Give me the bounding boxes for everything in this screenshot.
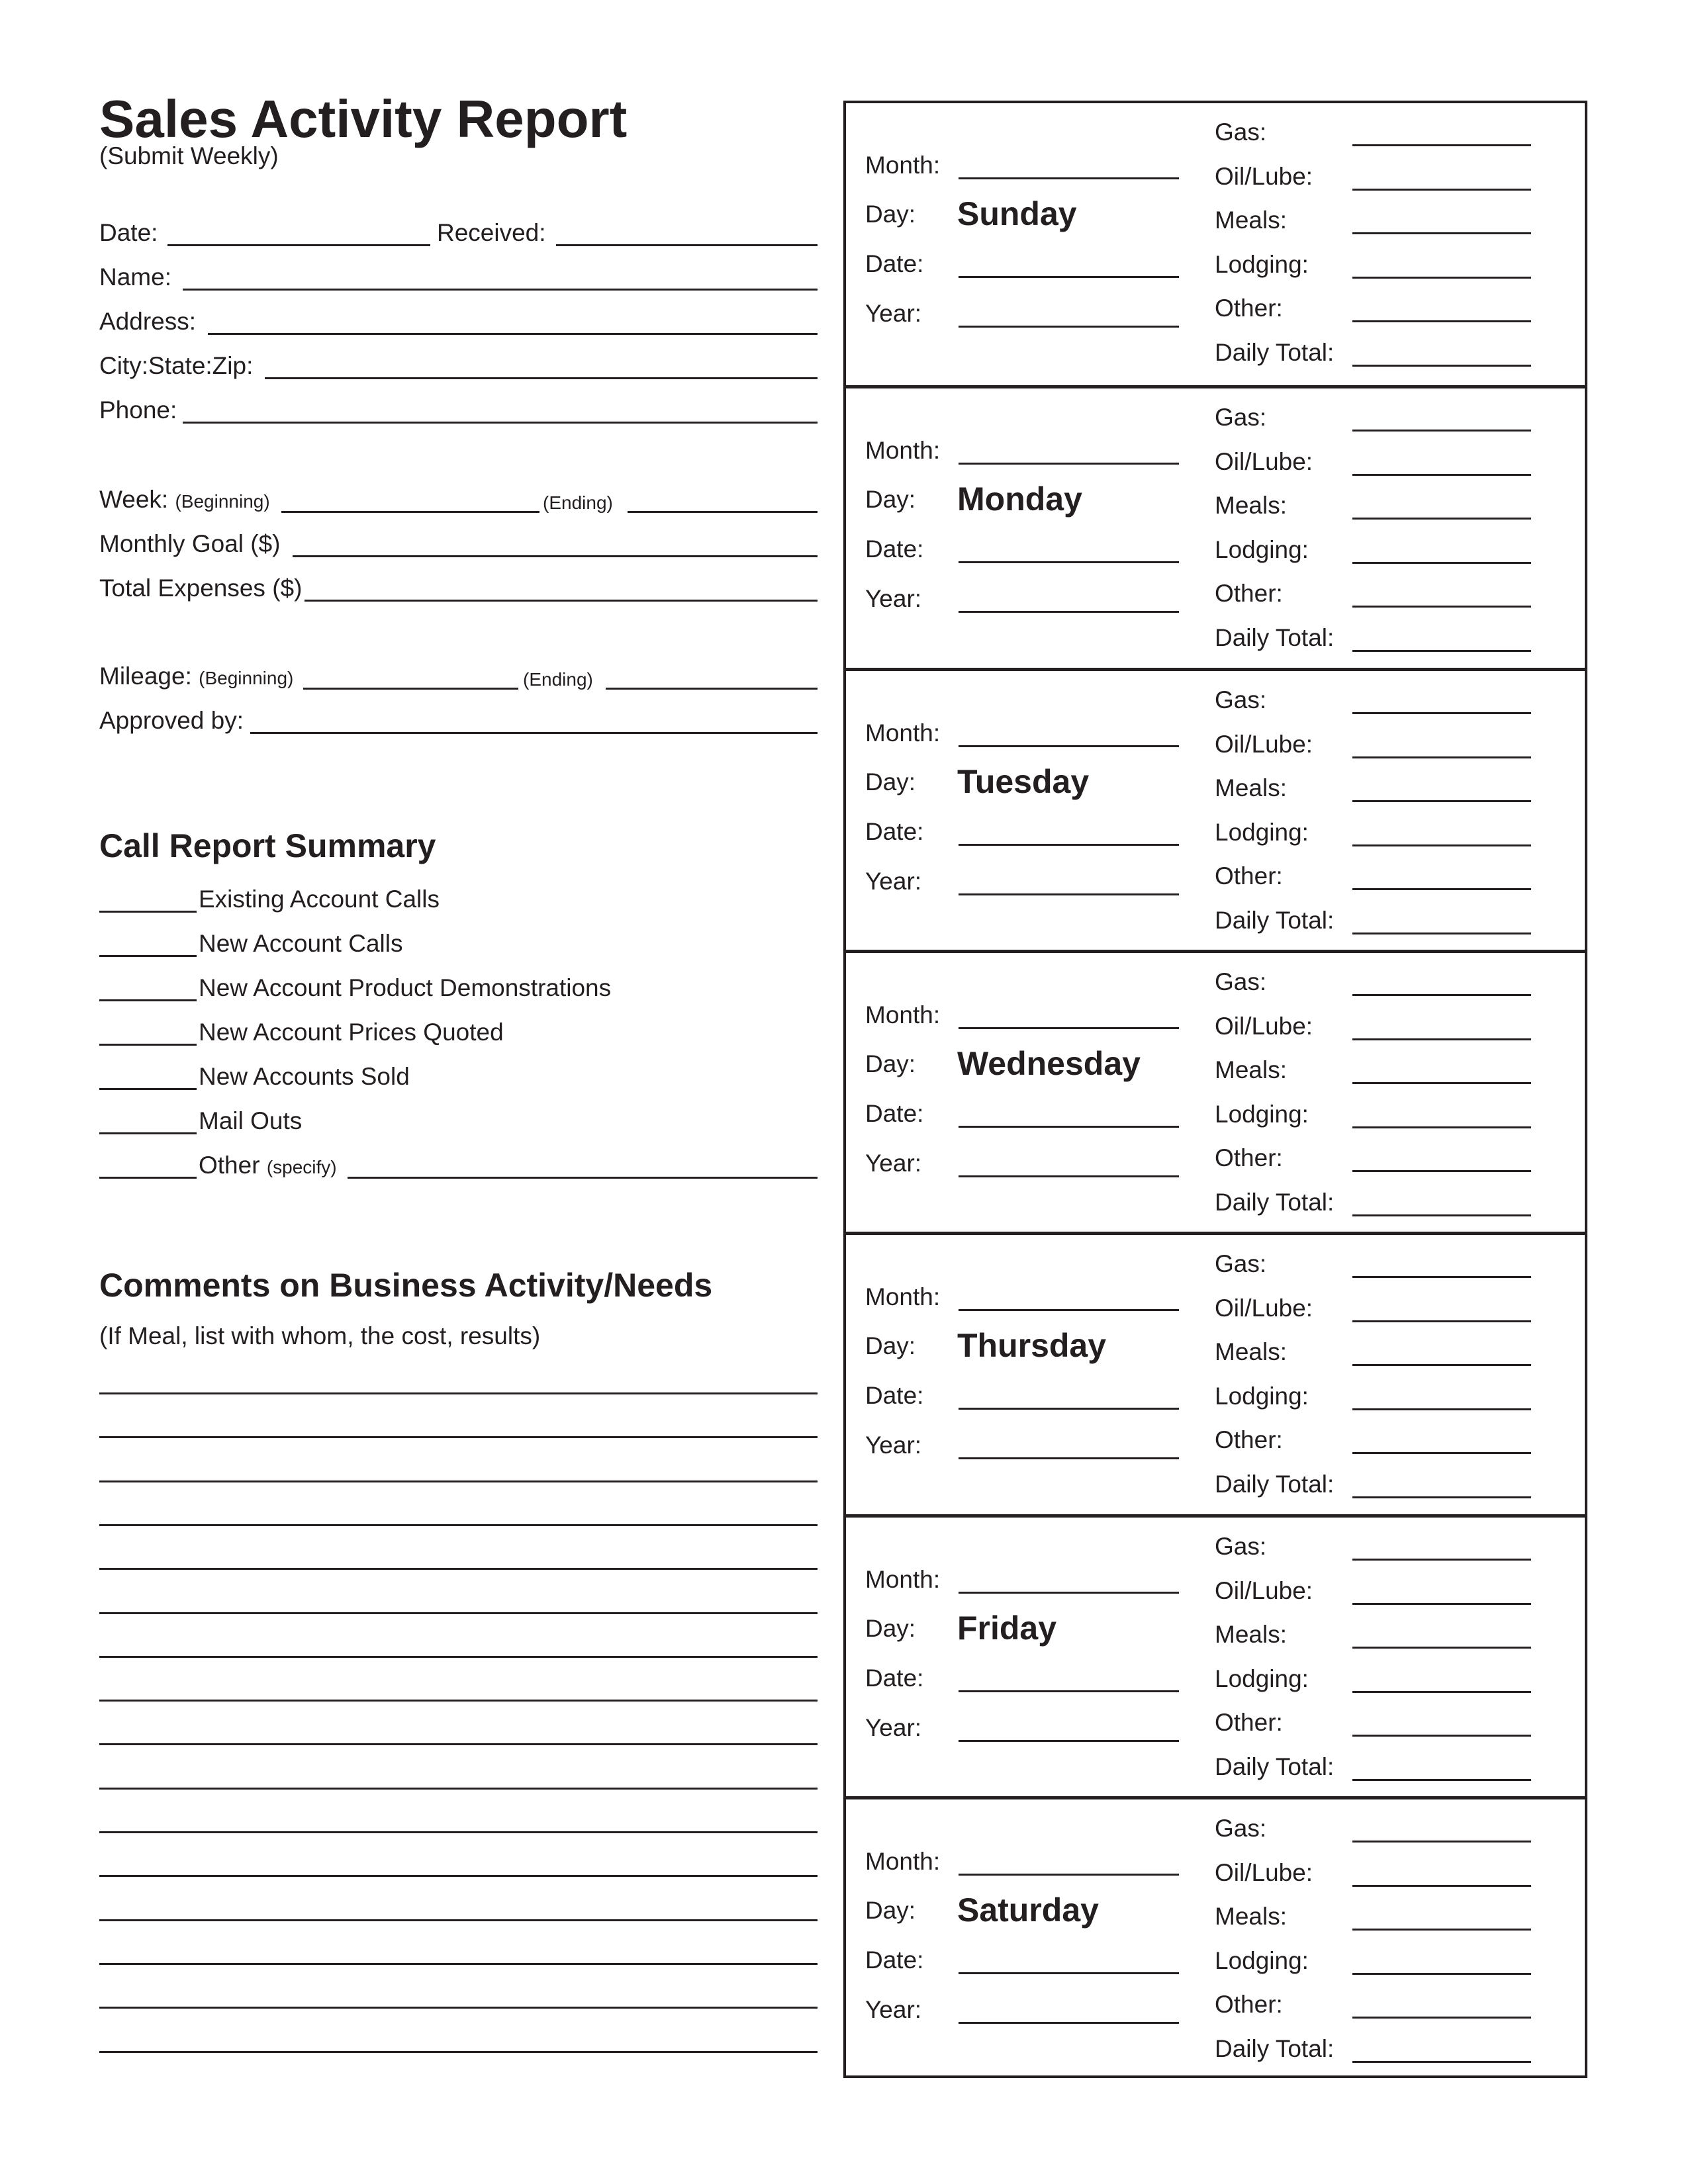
day-section-thursday [846, 1232, 1585, 1514]
day-section-wednesday [846, 950, 1585, 1232]
call-count-field[interactable] [99, 1177, 197, 1179]
comment-line[interactable] [99, 1656, 818, 1658]
lodging-label: Lodging: [1215, 1665, 1309, 1692]
gas-field[interactable] [1352, 1559, 1531, 1561]
meals-field[interactable] [1352, 1364, 1531, 1366]
city-state-zip-label: City:State:Zip: [99, 352, 254, 379]
lodging-field[interactable] [1352, 1126, 1531, 1128]
total-expenses-label: Total Expenses ($) [99, 574, 303, 602]
month-label: Month: [865, 1566, 941, 1593]
oil-lube-field[interactable] [1352, 474, 1531, 476]
meals-label: Meals: [1215, 206, 1287, 234]
month-field[interactable] [959, 1874, 1179, 1876]
call-type-label: New Accounts Sold [199, 1063, 410, 1090]
oil-lube-label: Oil/Lube: [1215, 448, 1313, 475]
month-field[interactable] [959, 463, 1179, 465]
date-field[interactable] [959, 276, 1179, 278]
daily-expense-panel [843, 101, 1587, 2078]
other-field[interactable] [1352, 606, 1531, 608]
gas-field[interactable] [1352, 994, 1531, 996]
date-label: Date: [865, 250, 924, 277]
call-count-field[interactable] [99, 955, 197, 957]
approved-by-label: Approved by: [99, 707, 244, 734]
gas-field[interactable] [1352, 1841, 1531, 1843]
call-report-summary-heading: Call Report Summary [99, 827, 436, 864]
mileage-ending-field[interactable] [606, 688, 818, 690]
daily-total-field[interactable] [1352, 1496, 1531, 1498]
date-field[interactable] [959, 1972, 1179, 1974]
day-name: Sunday [957, 195, 1077, 232]
call-count-field[interactable] [99, 911, 197, 913]
date-label: Date: [865, 818, 924, 845]
other-field[interactable] [1352, 888, 1531, 890]
gas-label: Gas: [1215, 404, 1267, 431]
address-label: Address: [99, 308, 197, 335]
day-label: Day: [865, 486, 916, 513]
other-label: Other: [1215, 295, 1283, 322]
day-name: Wednesday [957, 1045, 1141, 1082]
gas-label: Gas: [1215, 1815, 1267, 1842]
meals-field[interactable] [1352, 1929, 1531, 1931]
month-field[interactable] [959, 1027, 1179, 1029]
call-count-field[interactable] [99, 1132, 197, 1134]
date-field[interactable] [959, 1408, 1179, 1410]
call-type-text: Other [199, 1152, 260, 1179]
week-ending-label: (Ending) [543, 492, 613, 513]
mileage-label [99, 662, 293, 693]
week-beginning-field[interactable] [281, 511, 539, 513]
daily-total-field[interactable] [1352, 650, 1531, 652]
comment-line[interactable] [99, 2007, 818, 2009]
page-title: Sales Activity Report [99, 89, 628, 148]
other-field[interactable] [1352, 2017, 1531, 2019]
call-count-field[interactable] [99, 1044, 197, 1046]
lodging-field[interactable] [1352, 1691, 1531, 1693]
year-field[interactable] [959, 611, 1179, 613]
date-field[interactable] [959, 1126, 1179, 1128]
gas-label: Gas: [1215, 118, 1267, 146]
meals-field[interactable] [1352, 1647, 1531, 1649]
lodging-field[interactable] [1352, 1408, 1531, 1410]
date-field[interactable] [959, 1690, 1179, 1692]
lodging-label: Lodging: [1215, 819, 1309, 846]
month-label: Month: [865, 1001, 941, 1028]
daily-total-label: Daily Total: [1215, 1471, 1335, 1498]
gas-field[interactable] [1352, 712, 1531, 714]
meals-field[interactable] [1352, 1082, 1531, 1084]
meals-label: Meals: [1215, 1056, 1287, 1083]
other-label: Other: [1215, 1426, 1283, 1453]
daily-total-field[interactable] [1352, 1779, 1531, 1781]
other-label: Other: [1215, 580, 1283, 607]
year-label: Year: [865, 1150, 922, 1177]
other-label: Other: [1215, 862, 1283, 889]
month-field[interactable] [959, 1592, 1179, 1594]
meals-field[interactable] [1352, 518, 1531, 520]
day-label: Day: [865, 768, 916, 796]
daily-total-label: Daily Total: [1215, 1753, 1335, 1780]
month-label: Month: [865, 1848, 941, 1875]
call-type-label: Existing Account Calls [199, 886, 440, 913]
comment-line[interactable] [99, 1831, 818, 1833]
daily-total-label: Daily Total: [1215, 339, 1335, 366]
name-field[interactable] [183, 289, 818, 291]
comments-heading: Comments on Business Activity/Needs [99, 1267, 713, 1304]
month-label: Month: [865, 152, 941, 179]
month-field[interactable] [959, 177, 1179, 179]
daily-total-field[interactable] [1352, 2061, 1531, 2063]
date-label: Date: [99, 219, 158, 246]
day-name: Monday [957, 480, 1082, 518]
year-field[interactable] [959, 326, 1179, 328]
meals-label: Meals: [1215, 1338, 1287, 1365]
oil-lube-label: Oil/Lube: [1215, 1859, 1313, 1886]
day-name: Saturday [957, 1891, 1099, 1929]
mileage-ending-label: (Ending) [523, 669, 593, 690]
date-field[interactable] [167, 244, 430, 246]
year-label: Year: [865, 300, 922, 327]
day-section-saturday [846, 1796, 1585, 2078]
day-label: Day: [865, 1897, 916, 1924]
year-label: Year: [865, 1714, 922, 1741]
call-type-label [199, 1151, 337, 1182]
received-field[interactable] [556, 244, 818, 246]
other-specify-field[interactable] [348, 1177, 818, 1179]
daily-total-label: Daily Total: [1215, 907, 1335, 934]
year-label: Year: [865, 585, 922, 612]
oil-lube-field[interactable] [1352, 756, 1531, 758]
year-label: Year: [865, 1432, 922, 1459]
day-label: Day: [865, 1332, 916, 1359]
meals-label: Meals: [1215, 774, 1287, 801]
meals-label: Meals: [1215, 1621, 1287, 1648]
meals-field[interactable] [1352, 232, 1531, 234]
oil-lube-field[interactable] [1352, 189, 1531, 191]
day-section-tuesday [846, 668, 1585, 950]
mileage-beginning-field[interactable] [303, 688, 518, 690]
oil-lube-label: Oil/Lube: [1215, 163, 1313, 190]
comments-note: (If Meal, list with whom, the cost, results) [99, 1322, 541, 1349]
specify-label: (specify) [266, 1157, 337, 1177]
comment-line[interactable] [99, 1963, 818, 1965]
other-label: Other: [1215, 1991, 1283, 2018]
comment-line[interactable] [99, 1700, 818, 1702]
week-text: Week: [99, 486, 169, 513]
comment-line[interactable] [99, 1392, 818, 1394]
day-section-sunday [846, 103, 1585, 385]
comment-line[interactable] [99, 1788, 818, 1790]
other-field[interactable] [1352, 1735, 1531, 1737]
date-label: Date: [865, 1382, 924, 1409]
month-field[interactable] [959, 745, 1179, 747]
day-label: Day: [865, 201, 916, 228]
call-type-label: New Account Product Demonstrations [199, 974, 612, 1001]
phone-field[interactable] [183, 422, 818, 424]
daily-total-field[interactable] [1352, 933, 1531, 934]
monthly-goal-field[interactable] [293, 555, 818, 557]
day-name: Thursday [957, 1327, 1107, 1364]
gas-field[interactable] [1352, 1276, 1531, 1278]
date-field[interactable] [959, 844, 1179, 846]
oil-lube-field[interactable] [1352, 1603, 1531, 1605]
month-label: Month: [865, 719, 941, 747]
daily-total-label: Daily Total: [1215, 1189, 1335, 1216]
gas-label: Gas: [1215, 1533, 1267, 1560]
other-field[interactable] [1352, 1170, 1531, 1172]
week-label [99, 485, 270, 516]
lodging-label: Lodging: [1215, 1383, 1309, 1410]
date-label: Date: [865, 1100, 924, 1127]
year-field[interactable] [959, 2022, 1179, 2024]
comment-line[interactable] [99, 1568, 818, 1570]
comment-line[interactable] [99, 1524, 818, 1526]
comment-line[interactable] [99, 1436, 818, 1438]
daily-total-field[interactable] [1352, 1214, 1531, 1216]
date-label: Date: [865, 1946, 924, 1974]
other-label: Other: [1215, 1144, 1283, 1171]
day-name: Tuesday [957, 763, 1090, 800]
lodging-label: Lodging: [1215, 1947, 1309, 1974]
lodging-field[interactable] [1352, 1973, 1531, 1975]
oil-lube-label: Oil/Lube: [1215, 731, 1313, 758]
daily-total-label: Daily Total: [1215, 2035, 1335, 2062]
lodging-label: Lodging: [1215, 536, 1309, 563]
daily-total-field[interactable] [1352, 365, 1531, 367]
day-section-monday [846, 385, 1585, 668]
daily-total-label: Daily Total: [1215, 624, 1335, 651]
gas-label: Gas: [1215, 1250, 1267, 1277]
comment-line[interactable] [99, 1919, 818, 1921]
day-name: Friday [957, 1610, 1057, 1647]
week-ending-field[interactable] [628, 511, 818, 513]
page-subtitle: (Submit Weekly) [99, 142, 279, 169]
call-type-label: Mail Outs [199, 1107, 303, 1134]
year-field[interactable] [959, 1457, 1179, 1459]
month-label: Month: [865, 437, 941, 464]
month-field[interactable] [959, 1309, 1179, 1311]
oil-lube-field[interactable] [1352, 1038, 1531, 1040]
meals-label: Meals: [1215, 1903, 1287, 1930]
day-label: Day: [865, 1615, 916, 1642]
gas-label: Gas: [1215, 968, 1267, 995]
lodging-label: Lodging: [1215, 251, 1309, 278]
oil-lube-field[interactable] [1352, 1885, 1531, 1887]
oil-lube-label: Oil/Lube: [1215, 1295, 1313, 1322]
name-label: Name: [99, 263, 171, 291]
gas-label: Gas: [1215, 686, 1267, 713]
year-label: Year: [865, 868, 922, 895]
mileage-beginning-label: (Beginning) [199, 668, 294, 688]
call-count-field[interactable] [99, 999, 197, 1001]
lodging-field[interactable] [1352, 844, 1531, 846]
approved-by-field[interactable] [250, 732, 818, 734]
month-label: Month: [865, 1283, 941, 1310]
address-field[interactable] [208, 333, 818, 335]
comment-line[interactable] [99, 2051, 818, 2053]
oil-lube-field[interactable] [1352, 1320, 1531, 1322]
year-field[interactable] [959, 893, 1179, 895]
received-label: Received: [437, 219, 546, 246]
mileage-text: Mileage: [99, 662, 192, 690]
year-field[interactable] [959, 1740, 1179, 1742]
lodging-label: Lodging: [1215, 1101, 1309, 1128]
call-type-label: New Account Calls [199, 930, 403, 957]
day-label: Day: [865, 1050, 916, 1077]
year-label: Year: [865, 1996, 922, 2023]
meals-label: Meals: [1215, 492, 1287, 519]
oil-lube-label: Oil/Lube: [1215, 1013, 1313, 1040]
other-label: Other: [1215, 1709, 1283, 1736]
call-count-field[interactable] [99, 1088, 197, 1090]
lodging-field[interactable] [1352, 562, 1531, 564]
call-type-label: New Account Prices Quoted [199, 1019, 504, 1046]
day-section-friday [846, 1514, 1585, 1796]
week-beginning-label: (Beginning) [175, 491, 270, 512]
comment-line[interactable] [99, 1743, 818, 1745]
other-field[interactable] [1352, 1452, 1531, 1454]
year-field[interactable] [959, 1175, 1179, 1177]
date-field[interactable] [959, 561, 1179, 563]
lodging-field[interactable] [1352, 277, 1531, 279]
comment-line[interactable] [99, 1480, 818, 1482]
phone-label: Phone: [99, 396, 177, 424]
monthly-goal-label: Monthly Goal ($) [99, 530, 281, 557]
date-label: Date: [865, 1664, 924, 1692]
gas-field[interactable] [1352, 144, 1531, 146]
meals-field[interactable] [1352, 800, 1531, 802]
other-field[interactable] [1352, 320, 1531, 322]
comment-line[interactable] [99, 1612, 818, 1614]
city-state-zip-field[interactable] [265, 377, 818, 379]
comment-line[interactable] [99, 1875, 818, 1877]
gas-field[interactable] [1352, 430, 1531, 432]
oil-lube-label: Oil/Lube: [1215, 1577, 1313, 1604]
date-label: Date: [865, 535, 924, 563]
total-expenses-field[interactable] [305, 600, 818, 602]
